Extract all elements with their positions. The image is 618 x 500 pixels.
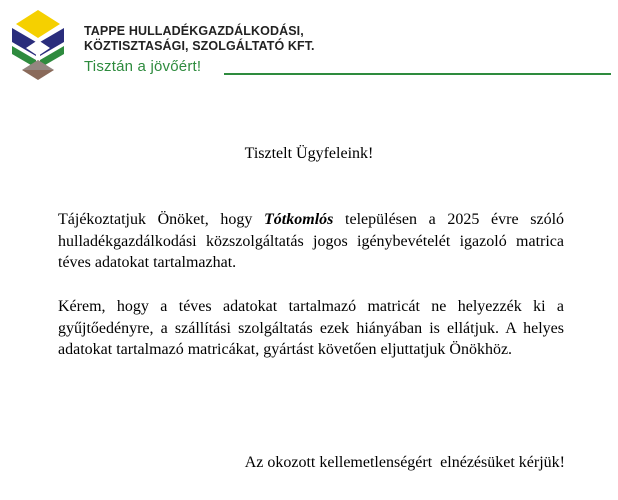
paragraph-2: Kérem, hogy a téves adatokat tartalmazó matricát ne helyezzék ki a gyűjtőedényre, a szállítási szolgáltatás ezek hiányában is ellátjuk. A helyes adatokat tartalmazó matricákat, gyártást követően eljuttatjuk Önökhöz. — [58, 298, 564, 358]
letter-closing: Az okozott kellemetlenségért elnézésüket kérjük! — [244, 454, 565, 471]
company-name — [84, 24, 315, 54]
letter-greeting: Tisztelt Ügyfeleink! — [244, 145, 374, 162]
letterhead — [0, 0, 618, 90]
company-name-line2: KÖZTISZTASÁGI, SZOLGÁLTATÓ KFT. — [84, 39, 315, 53]
company-name-line1: TAPPE HULLADÉKGAZDÁLKODÁSI, — [84, 24, 304, 38]
company-slogan: Tisztán a jövőért! — [84, 58, 202, 75]
settlement-name: Tótkomlós — [264, 211, 334, 228]
paragraph-1-end: településen a 2025 évre szóló hulladékgazdálkodási közszolgáltatás jogos igénybevételét igazoló matrica téves adatokat tartalmazhat. — [58, 211, 565, 271]
paragraph-1-start: Tájékoztatjuk Önöket, hogy — [58, 211, 265, 228]
paragraph-1 — [58, 209, 564, 274]
company-logo-icon — [8, 8, 68, 84]
header-divider — [224, 73, 611, 75]
